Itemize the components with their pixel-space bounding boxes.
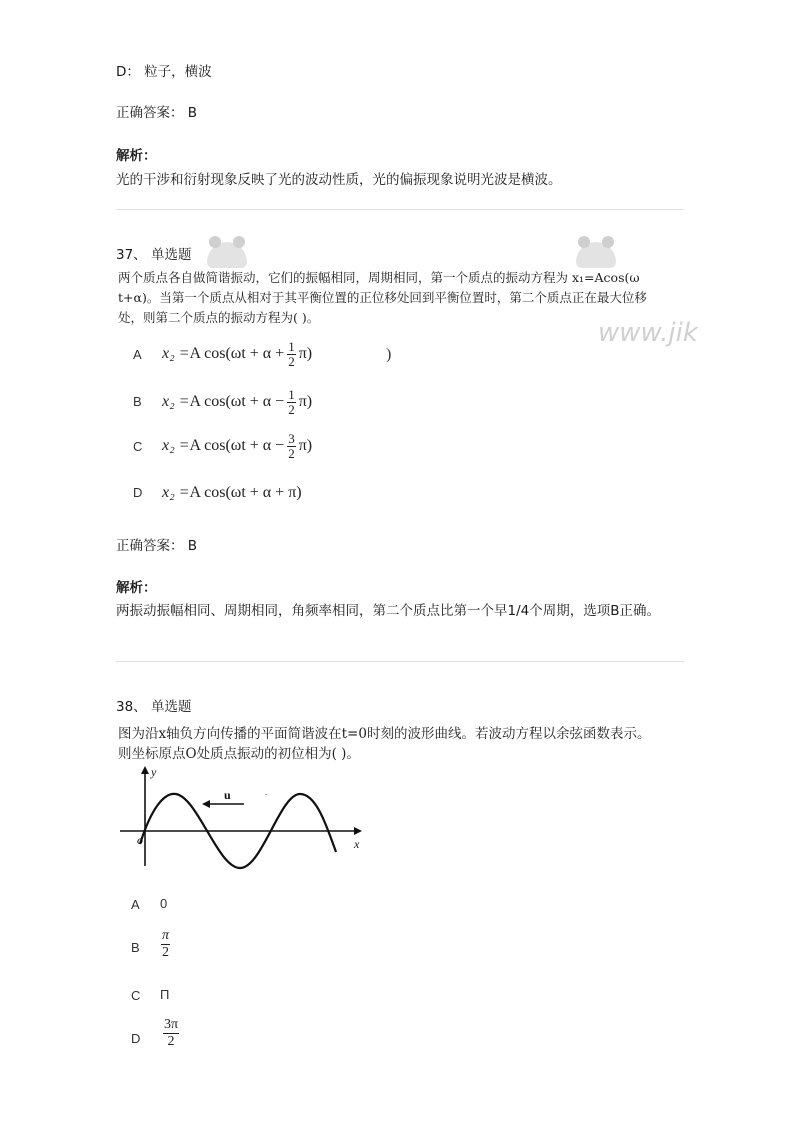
- fraction: [287, 432, 296, 461]
- q37-option-b-formula[interactable]: [162, 384, 312, 420]
- formula-body: A cos(ωt + α +: [189, 345, 285, 362]
- q36-analysis-text: 光的干涉和衍射现象反映了光的波动性质，光的偏振现象说明光波是横波。: [116, 172, 562, 188]
- q37-stem-line-3: 处，则第二个质点的振动方程为( )。: [118, 310, 320, 325]
- q37-analysis-label: 解析：: [116, 580, 157, 596]
- fraction-denominator: 2: [288, 401, 295, 417]
- q38-option-a-letter: A: [131, 897, 140, 912]
- formula-tail: π): [298, 437, 313, 454]
- fraction: [287, 340, 296, 369]
- x-axis-label: x: [354, 837, 360, 851]
- q37-stem-line-1: 两个质点各自做简谐振动，它们的振幅相同，周期相同，第一个质点的振动方程为 x₁=Acos(ω: [118, 270, 640, 285]
- fraction-denominator: 2: [162, 945, 169, 960]
- q38-option-d-letter: D: [131, 1031, 141, 1046]
- formula-body: A cos(ωt + α −: [189, 437, 285, 454]
- fraction-denominator: 2: [167, 1034, 175, 1049]
- q38-option-c-letter: C: [131, 988, 141, 1003]
- fraction-denominator: 2: [288, 445, 295, 461]
- q37-stem-line-2: t+α)。当第一个质点从相对于其平衡位置的正位移处回到平衡位置时，第二个质点正在最大位移: [118, 290, 647, 305]
- x-axis-arrow-icon: [354, 827, 362, 835]
- q38-option-a-value[interactable]: 0: [160, 896, 168, 911]
- waveform-graph: [116, 764, 366, 874]
- formula-body: A cos(ωt + α −: [189, 393, 285, 410]
- watermark-text: www.jik: [598, 318, 698, 348]
- fraction-numerator: 1: [288, 386, 295, 402]
- q37-option-c-formula[interactable]: [162, 428, 312, 464]
- q38-option-b-letter: B: [131, 940, 140, 955]
- q38-option-c-value[interactable]: Π: [160, 987, 170, 1002]
- q37-header: 37、 单选题: [116, 247, 192, 263]
- q36-answer: 正确答案： B: [116, 105, 198, 121]
- q38-stem-line-1: 图为沿x轴负方向传播的平面简谐波在t=0时刻的波形曲线。若波动方程以余弦函数表示。: [118, 726, 651, 742]
- watermark-logo-icon: [576, 242, 616, 268]
- formula-lhs: x₂ =: [162, 393, 190, 410]
- formula-lhs: x₂ =: [162, 345, 190, 362]
- velocity-label: u: [224, 788, 231, 802]
- fraction-numerator: 1: [288, 338, 295, 354]
- q37-answer: 正确答案： B: [116, 538, 198, 554]
- q37-option-a-letter: A: [133, 347, 142, 362]
- fraction: [163, 1017, 179, 1050]
- q37-option-d-letter: D: [133, 485, 143, 500]
- q37-option-d-formula[interactable]: [162, 480, 302, 506]
- fraction: [161, 928, 170, 961]
- formula-tail: π): [298, 393, 313, 410]
- q37-analysis-text: 两振动振幅相同、周期相同，角频率相同，第二个质点比第一个早1/4个周期，选项B正确。: [116, 603, 660, 619]
- divider: [116, 209, 684, 210]
- fraction-denominator: 2: [288, 353, 295, 369]
- formula-lhs: x₂ =: [162, 437, 190, 454]
- fraction-numerator: 3: [288, 430, 295, 446]
- q37-option-c-letter: C: [133, 439, 143, 454]
- q37-option-a-formula[interactable]: [162, 336, 312, 372]
- stray-paren: ): [386, 346, 392, 363]
- fraction-numerator: 3π: [164, 1017, 179, 1032]
- watermark-logo-icon: [207, 242, 247, 268]
- origin-label: o: [137, 833, 143, 847]
- y-axis-label: y: [151, 765, 157, 779]
- q38-option-d-value[interactable]: [160, 1017, 182, 1050]
- q36-analysis-label: 解析：: [116, 148, 157, 164]
- formula-body: A cos(ωt + α + π): [189, 484, 302, 501]
- divider: [116, 661, 684, 662]
- q38-option-b-value[interactable]: [158, 928, 173, 961]
- formula-lhs: x₂ =: [162, 484, 190, 501]
- fraction-numerator: π: [162, 928, 170, 943]
- q38-header: 38、 单选题: [116, 699, 192, 715]
- y-axis-arrow-icon: [141, 766, 149, 774]
- velocity-arrow-icon: [202, 800, 210, 808]
- fraction: [287, 388, 296, 417]
- formula-tail: π): [298, 345, 313, 362]
- q37-option-b-letter: B: [133, 394, 142, 409]
- q36-option-d: D： 粒子，横波: [116, 64, 212, 80]
- q38-stem-line-2: 则坐标原点O处质点振动的初位相为( )。: [118, 746, 360, 762]
